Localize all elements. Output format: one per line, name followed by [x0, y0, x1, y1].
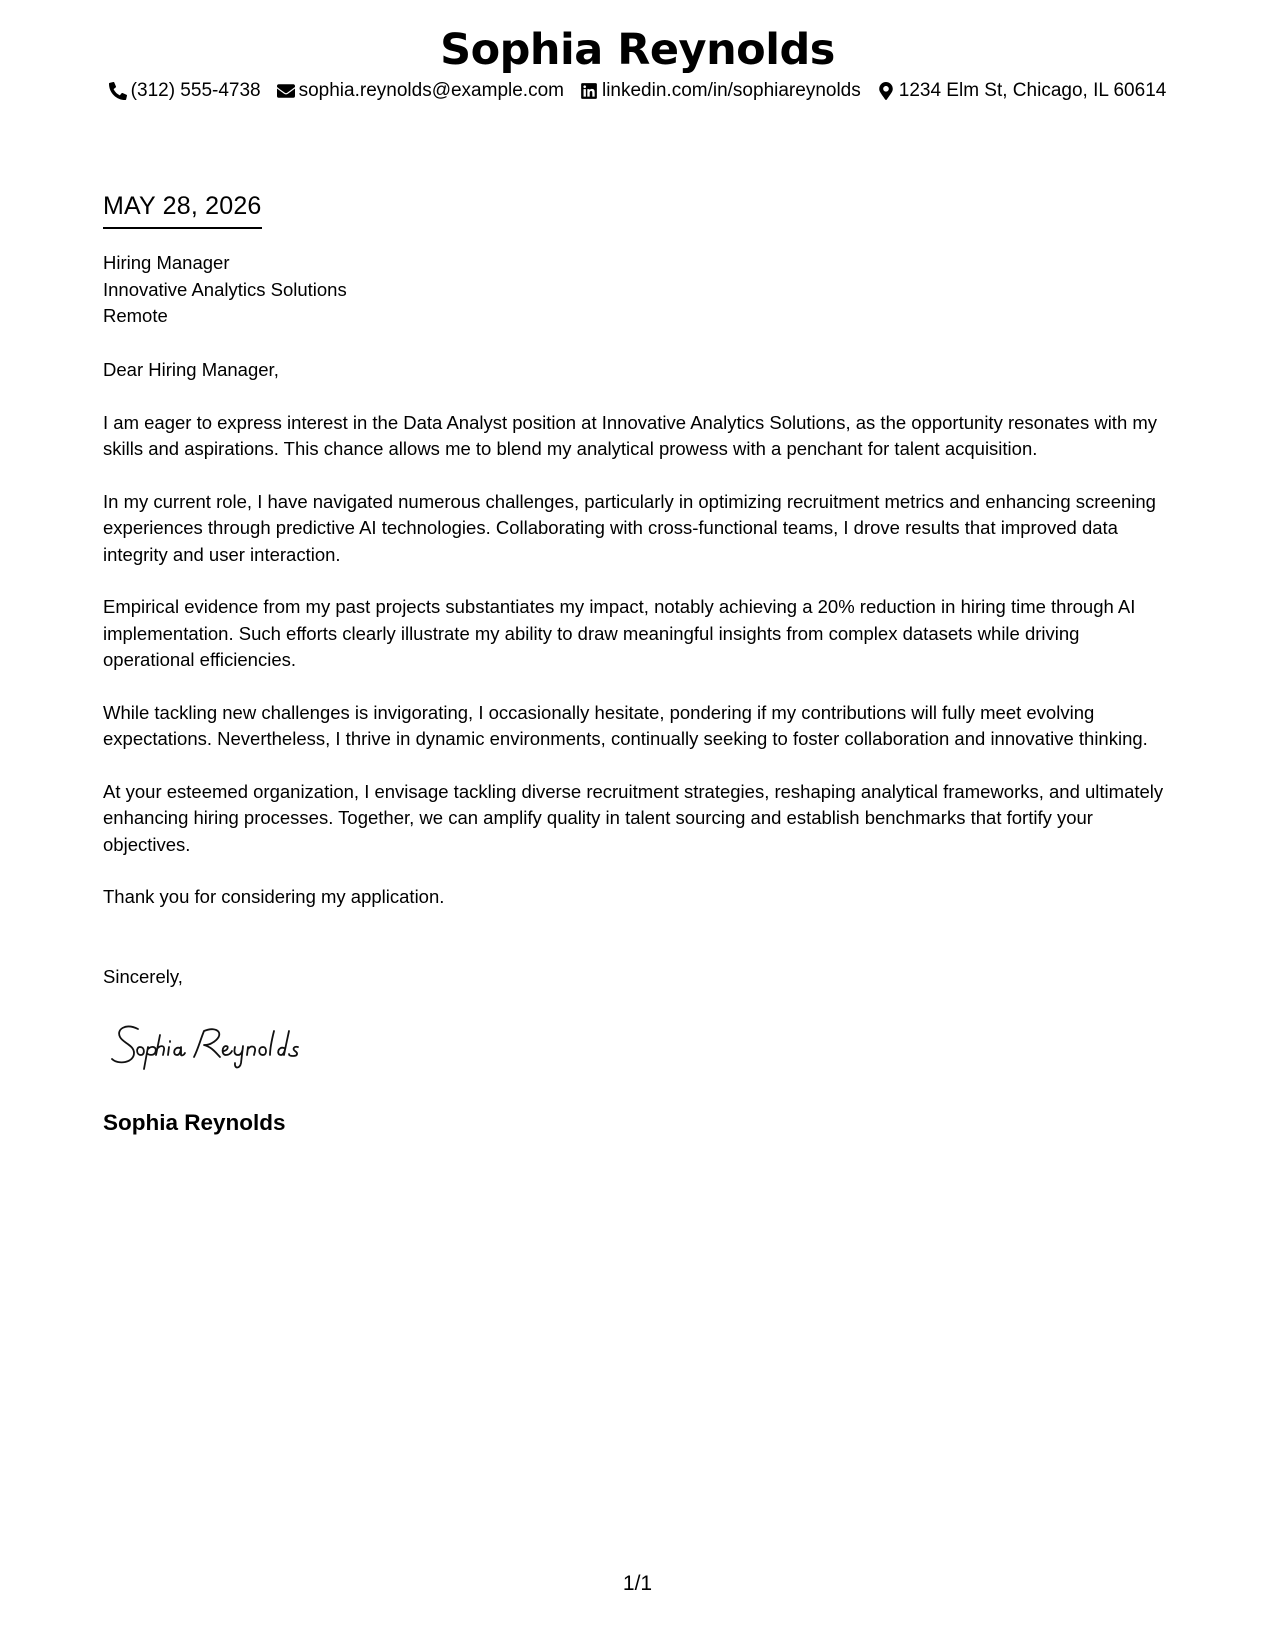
- page-number: 1/1: [622, 1572, 653, 1595]
- envelope-icon: [277, 82, 295, 100]
- contact-linkedin: [580, 78, 861, 104]
- salutation: Dear Hiring Manager,: [103, 359, 279, 380]
- contact-bar: [0, 78, 1275, 104]
- body-paragraph: While tackling new challenges is invigorating, I occasionally hesitate, pondering if my contributions will fully meet evolving expectations. Nevertheless, I thrive in dynamic environments, continually seeking to foster collaboration and innovative thinking.: [103, 701, 1148, 749]
- address-text: 1234 Elm St, Chicago, IL 60614: [898, 80, 1167, 101]
- closing: Sincerely,: [103, 966, 183, 987]
- map-marker-icon: [877, 82, 895, 100]
- email-text: sophia.reynolds@example.com: [298, 80, 564, 101]
- contact-phone: [109, 78, 261, 104]
- body-paragraph: In my current role, I have navigated numerous challenges, particularly in optimizing recruitment metrics and enhancing screening experiences through predictive AI technologies. Collaborating with cross-functional teams, I drove results that improved data integrity and user interaction.: [103, 490, 1156, 565]
- letter-date: MAY 28, 2026: [103, 190, 262, 229]
- recipient-company: Innovative Analytics Solutions: [103, 278, 347, 300]
- body-paragraph: Empirical evidence from my past projects substantiates my impact, notably achieving a 20% reduction in hiring time through AI implementation. Such efforts clearly illustrate my ability to draw meaningful insights from complex datasets while driving operational efficiencies.: [103, 596, 1136, 670]
- phone-text: (312) 555-4738: [130, 80, 261, 101]
- signer-name: Sophia Reynolds: [103, 1110, 286, 1135]
- body-paragraph: I am eager to express interest in the Data Analyst position at Innovative Analytics Solutions, as the opportunity resonates with my skills and aspirations. This chance allows me to blend my analytical prowess with a penchant for talent acquisition.: [103, 411, 1158, 459]
- recipient-title: Hiring Manager: [103, 252, 230, 273]
- applicant-name: Sophia Reynolds: [440, 25, 835, 75]
- contact-email: [277, 78, 564, 104]
- recipient-location: Remote: [103, 305, 168, 326]
- recipient-block: [103, 250, 347, 330]
- contact-address: [877, 78, 1167, 104]
- handwritten-signature: [108, 1015, 358, 1075]
- thank-you-line: Thank you for considering my application.: [103, 886, 445, 907]
- phone-icon: [109, 82, 127, 100]
- linkedin-icon: [580, 82, 598, 100]
- letter-body: [103, 357, 1175, 937]
- linkedin-text: linkedin.com/in/sophiareynolds: [601, 80, 861, 101]
- body-paragraph: At your esteemed organization, I envisage tackling diverse recruitment strategies, reshaping analytical frameworks, and ultimately enhancing hiring processes. Together, we can amplify quality in talent sourcing and establish benchmarks that fortify your objectives.: [103, 780, 1164, 855]
